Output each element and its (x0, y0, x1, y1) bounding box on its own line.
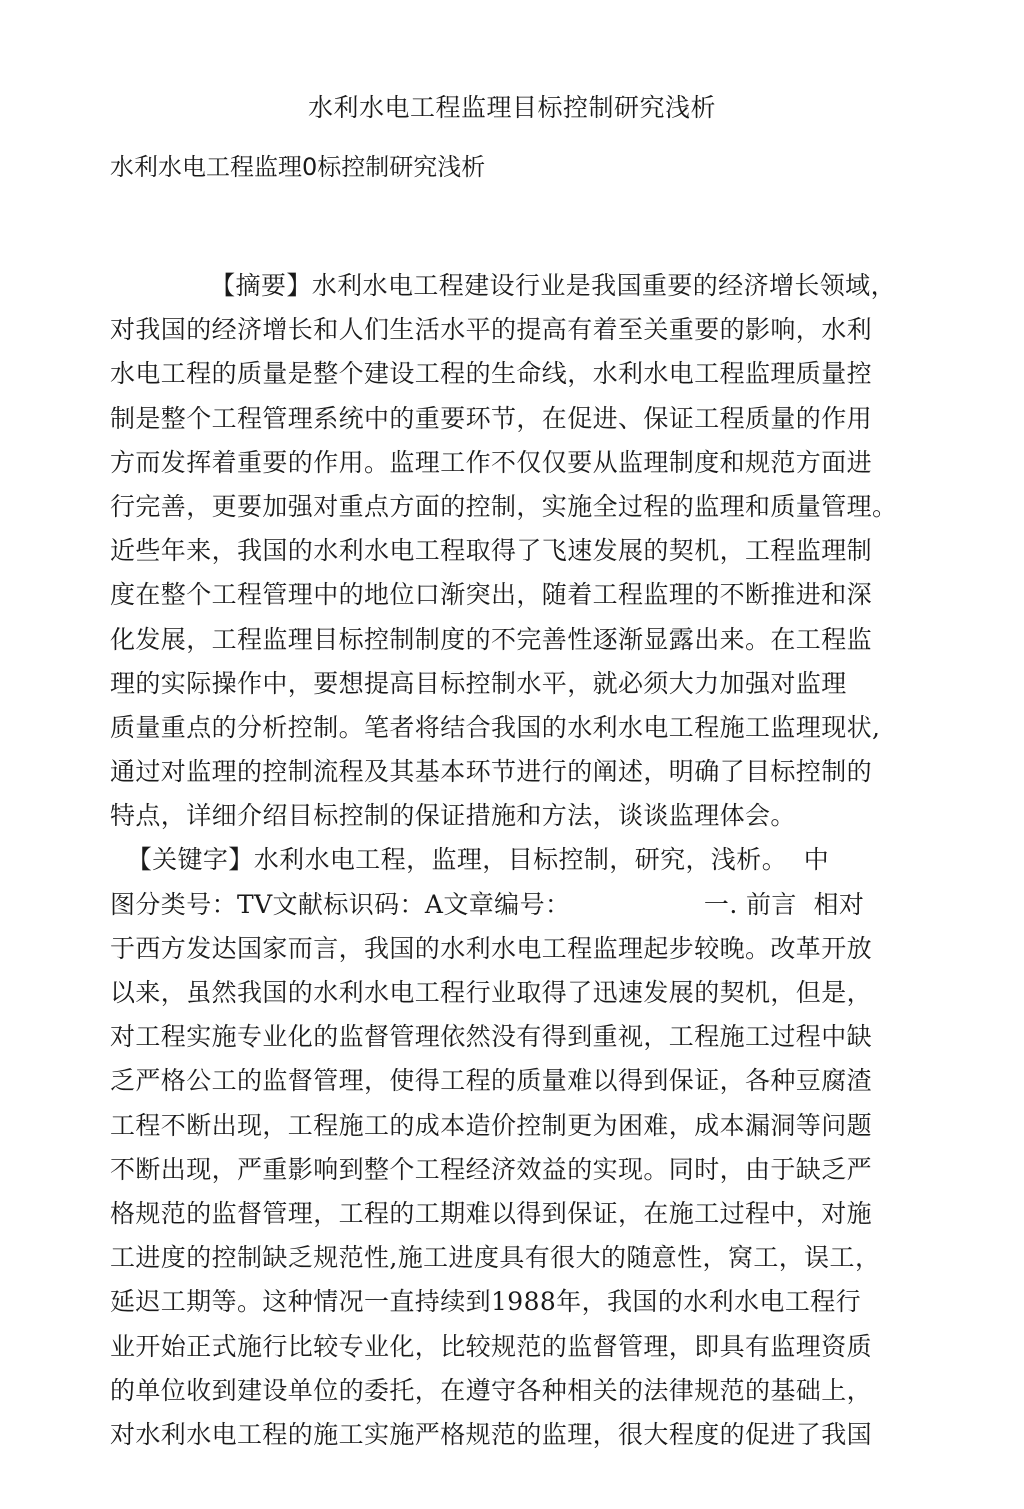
body-line: 工进度的控制缺乏规范性,施工进度具有很大的随意性，窝工，误工， (110, 1243, 881, 1273)
body-line: 延迟工期等。这种情况一直持续到1988年，我国的水利水电工程行 (110, 1287, 862, 1317)
body-line: 对水利水电工程的施工实施严格规范的监理，很大程度的促进了我国 (110, 1419, 873, 1449)
body-line: 化发展，工程监理目标控制制度的不完善性逐渐显露出来。在工程监 (110, 624, 873, 654)
body-line: 特点，详细介绍目标控制的保证措施和方法，谈谈监理体会。 (110, 801, 796, 831)
body-line: 不断出现，严重影响到整个工程经济效益的实现。同时，由于缺乏严 (110, 1154, 873, 1184)
body-line: 近些年来，我国的水利水电工程取得了飞速发展的契机，工程监理制 (110, 536, 873, 566)
body-line: 以来，虽然我国的水利水电工程行业取得了迅速发展的契机，但是， (110, 978, 873, 1007)
body-line: 对我国的经济增长和人们生活水平的提高有着至关重要的影响，水利 (110, 315, 873, 345)
body-line: 业开始正式施行比较专业化，比较规范的监督管理，即具有监理资质 (110, 1331, 873, 1361)
document-subtitle: 水利水电工程监理0标控制研究浅析 (110, 153, 486, 181)
body-line: 乏严格公工的监督管理，使得工程的质量难以得到保证，各种豆腐渣 (110, 1066, 873, 1096)
body-line: 水电工程的质量是整个建设工程的生命线，水利水电工程监理质量控 (110, 359, 873, 389)
body-line: 行完善，更要加强对重点方面的控制，实施全过程的监理和质量管理。 (110, 491, 898, 521)
body-line: 度在整个工程管理中的地位口渐突出，随着工程监理的不断推进和深 (110, 580, 873, 610)
document-title: 水利水电工程监理目标控制研究浅析 (307, 93, 716, 122)
body-line: 理的实际操作中，要想提高目标控制水平，就必须大力加强对监理 (110, 668, 847, 698)
body-line: 格规范的监督管理，工程的工期难以得到保证，在施工过程中，对施 (110, 1198, 873, 1228)
body-line: 制是整个工程管理系统中的重要环节，在促进、保证工程质量的作用 (110, 403, 873, 433)
body-line: 质量重点的分析控制。笔者将结合我国的水利水电工程施工监理现状, (110, 712, 881, 742)
body-line: 图分类号：TV文献标识码：A文章编号： 一. 前言 相对 (110, 889, 865, 919)
body-line: 对工程实施专业化的监督管理依然没有得到重视，工程施工过程中缺 (110, 1022, 873, 1052)
body-line: 的单位收到建设单位的委托，在遵守各种相关的法律规范的基础上， (110, 1375, 873, 1405)
body-line: 【摘要】水利水电工程建设行业是我国重要的经济增长领域， (110, 271, 896, 300)
body-line: 方而发挥着重要的作用。监理工作不仅仅要从监理制度和规范方面进 (110, 447, 873, 477)
body-line: 于西方发达国家而言，我国的水利水电工程监理起步较晚。改革开放 (110, 933, 873, 963)
body-line: 工程不断出现，工程施工的成本造价控制更为困难，成本漏洞等问题 (110, 1110, 873, 1140)
document-body (110, 264, 910, 1457)
body-line: 通过对监理的控制流程及其基本环节进行的阐述，明确了目标控制的 (110, 757, 873, 787)
body-line: 【关键字】水利水电工程，监理，目标控制，研究，浅析。 中 (110, 845, 830, 875)
